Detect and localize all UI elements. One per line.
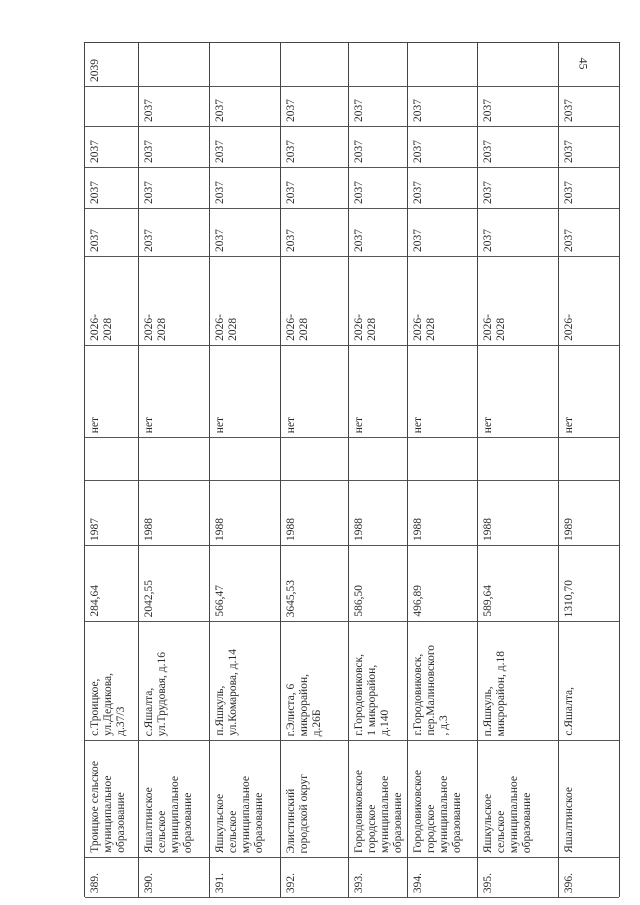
cell-extra [139, 437, 210, 481]
cell-y1 [281, 208, 349, 257]
cell-y4 [349, 85, 408, 127]
table-row [348, 42, 408, 897]
cell-y5 [281, 42, 349, 87]
cell-y2 [139, 167, 210, 209]
cell-y4 [478, 85, 559, 127]
cell-text-area: 589,64 [482, 585, 494, 617]
table-row [477, 42, 559, 897]
cell-text-y2: 2037 [353, 181, 365, 204]
cell-text-y4: 2037 [143, 99, 155, 122]
cell-text-period: 2026- 2028 [412, 314, 437, 341]
cell-text-num: 390. [143, 872, 155, 893]
cell-text-address: г.Городовиковск, пер.Малиновского , д.3 [412, 645, 450, 736]
cell-text-area: 3645,53 [285, 579, 297, 617]
cell-municipality [478, 740, 559, 858]
cell-y4 [210, 85, 281, 127]
cell-num [349, 857, 408, 898]
cell-text-y2: 2037 [214, 181, 226, 204]
cell-text-num: 396. [563, 872, 575, 893]
cell-status [408, 345, 478, 438]
cell-y5 [210, 42, 281, 87]
cell-y5 [559, 42, 619, 87]
cell-municipality [139, 740, 210, 858]
cell-text-municipality: Яшкульское сельское муниципальное образование [214, 775, 265, 853]
cell-address [281, 621, 349, 741]
cell-num [210, 857, 281, 898]
cell-text-year: 1988 [353, 518, 365, 541]
cell-text-year: 1988 [143, 518, 155, 541]
cell-year [85, 480, 139, 546]
cell-text-y1: 2037 [412, 229, 424, 252]
cell-y5 [85, 42, 139, 87]
cell-area [408, 545, 478, 622]
cell-y5 [139, 42, 210, 87]
cell-area [349, 545, 408, 622]
cell-y5 [408, 42, 478, 87]
cell-y1 [478, 208, 559, 257]
cell-text-y2: 2037 [482, 181, 494, 204]
cell-text-year: 1988 [285, 518, 297, 541]
cell-text-municipality: Яшалтинское [563, 787, 575, 853]
cell-text-area: 2042,55 [143, 579, 155, 617]
cell-status [478, 345, 559, 438]
cell-text-address: г.Городовиковск, 1 микрорайон, д.140 [353, 654, 391, 736]
page-number: 45 [576, 57, 591, 70]
cell-text-address: г.Элиста, 6 микрорайон, д.26Б [285, 673, 323, 736]
cell-text-year: 1987 [89, 518, 101, 541]
cell-y5 [349, 42, 408, 87]
cell-y3 [478, 126, 559, 168]
cell-text-address: п.Яшкуль, микрорайон, д.18 [482, 650, 507, 736]
cell-text-area: 496,89 [412, 585, 424, 617]
cell-text-y4: 2037 [353, 99, 365, 122]
cell-text-y3: 2037 [214, 140, 226, 163]
cell-extra [408, 437, 478, 481]
cell-text-municipality: Яшалтинское сельское муниципальное образование [143, 775, 194, 853]
cell-area [478, 545, 559, 622]
cell-num [85, 857, 139, 898]
cell-extra [559, 437, 619, 481]
table-row [84, 42, 139, 897]
cell-municipality [408, 740, 478, 858]
cell-text-y3: 2037 [353, 140, 365, 163]
cell-text-year: 1988 [482, 518, 494, 541]
cell-municipality [85, 740, 139, 858]
cell-text-municipality: Элистинский городской округ [285, 773, 310, 853]
cell-text-municipality: Городовиковское городское муниципальное образование [412, 770, 463, 853]
cell-text-status: нет [89, 416, 101, 433]
cell-text-year: 1988 [214, 518, 226, 541]
cell-text-y4: 2037 [482, 99, 494, 122]
cell-y1 [210, 208, 281, 257]
cell-text-y1: 2037 [563, 229, 575, 252]
cell-text-year: 1989 [563, 518, 575, 541]
cell-text-address: с.Яшалта, [563, 687, 575, 736]
cell-extra [281, 437, 349, 481]
cell-text-num: 392. [285, 872, 297, 893]
cell-y1 [559, 208, 619, 257]
cell-y2 [559, 167, 619, 209]
cell-text-y1: 2037 [285, 229, 297, 252]
cell-y4 [139, 85, 210, 127]
cell-year [349, 480, 408, 546]
cell-text-period: 2026- [563, 314, 575, 341]
cell-y1 [139, 208, 210, 257]
cell-text-area: 1310,70 [563, 579, 575, 617]
cell-year [139, 480, 210, 546]
cell-text-status: нет [285, 416, 297, 433]
cell-area [139, 545, 210, 622]
cell-text-y2: 2037 [89, 181, 101, 204]
cell-text-y3: 2037 [89, 140, 101, 163]
cell-address [408, 621, 478, 741]
cell-year [559, 480, 619, 546]
cell-text-y1: 2037 [353, 229, 365, 252]
cell-text-num: 393. [353, 872, 365, 893]
cell-y2 [85, 167, 139, 209]
cell-text-municipality: Яшкульское сельское муниципальное образование [482, 775, 533, 853]
cell-status [85, 345, 139, 438]
cell-text-status: нет [482, 416, 494, 433]
cell-text-municipality: Городовиковское городское муниципальное образование [353, 770, 404, 853]
cell-text-status: нет [563, 416, 575, 433]
cell-address [478, 621, 559, 741]
cell-text-status: нет [353, 416, 365, 433]
cell-text-y4: 2037 [563, 99, 575, 122]
cell-y5 [478, 42, 559, 87]
cell-address [559, 621, 619, 741]
cell-text-year: 1988 [412, 518, 424, 541]
cell-y4 [408, 85, 478, 127]
cell-text-y2: 2037 [563, 181, 575, 204]
cell-text-y3: 2037 [285, 140, 297, 163]
cell-status [210, 345, 281, 438]
table-row [280, 42, 349, 897]
cell-text-period: 2026- 2028 [285, 314, 310, 341]
cell-status [281, 345, 349, 438]
cell-num [559, 857, 619, 898]
cell-num [478, 857, 559, 898]
cell-text-num: 389. [89, 872, 101, 893]
cell-y4 [85, 85, 139, 127]
cell-municipality [210, 740, 281, 858]
cell-period [139, 256, 210, 346]
cell-text-y3: 2037 [143, 140, 155, 163]
cell-municipality [559, 740, 619, 858]
cell-text-y1: 2037 [482, 229, 494, 252]
cell-y1 [408, 208, 478, 257]
cell-extra [478, 437, 559, 481]
cell-y2 [478, 167, 559, 209]
cell-text-period: 2026- 2028 [482, 314, 507, 341]
cell-text-y1: 2037 [143, 229, 155, 252]
cell-area [559, 545, 619, 622]
cell-year [210, 480, 281, 546]
cell-text-area: 284,64 [89, 585, 101, 617]
cell-extra [349, 437, 408, 481]
cell-y1 [85, 208, 139, 257]
cell-text-y1: 2037 [89, 229, 101, 252]
table-row [138, 42, 210, 897]
cell-y2 [281, 167, 349, 209]
cell-address [210, 621, 281, 741]
table-row [209, 42, 281, 897]
cell-text-area: 586,50 [353, 585, 365, 617]
cell-period [408, 256, 478, 346]
cell-extra [210, 437, 281, 481]
cell-text-y1: 2037 [214, 229, 226, 252]
cell-period [349, 256, 408, 346]
cell-text-y4: 2037 [214, 99, 226, 122]
cell-area [281, 545, 349, 622]
cell-num [408, 857, 478, 898]
cell-address [139, 621, 210, 741]
cell-text-y2: 2037 [412, 181, 424, 204]
cell-address [85, 621, 139, 741]
cell-text-municipality: Троицкое сельское муниципальное образование [89, 761, 127, 853]
cell-y3 [85, 126, 139, 168]
cell-y3 [559, 126, 619, 168]
cell-text-y2: 2037 [285, 181, 297, 204]
cell-y3 [349, 126, 408, 168]
cell-text-period: 2026- 2028 [214, 314, 239, 341]
cell-address [349, 621, 408, 741]
cell-y3 [139, 126, 210, 168]
table-row [407, 42, 478, 897]
cell-year [478, 480, 559, 546]
cell-text-num: 394. [412, 872, 424, 893]
cell-municipality [349, 740, 408, 858]
cell-text-y3: 2037 [482, 140, 494, 163]
cell-y4 [559, 85, 619, 127]
cell-period [478, 256, 559, 346]
cell-y2 [210, 167, 281, 209]
cell-text-area: 566,47 [214, 585, 226, 617]
table-row [558, 42, 620, 897]
cell-text-y3: 2037 [412, 140, 424, 163]
cell-y3 [281, 126, 349, 168]
cell-y2 [408, 167, 478, 209]
cell-status [559, 345, 619, 438]
cell-year [281, 480, 349, 546]
cell-num [139, 857, 210, 898]
cell-status [349, 345, 408, 438]
cell-text-address: п.Яшкуль, ул.Комарова, д.14 [214, 649, 239, 736]
cell-text-status: нет [412, 416, 424, 433]
cell-text-period: 2026- 2028 [353, 314, 378, 341]
cell-period [281, 256, 349, 346]
cell-year [408, 480, 478, 546]
cell-text-status: нет [143, 416, 155, 433]
cell-period [559, 256, 619, 346]
cell-period [210, 256, 281, 346]
cell-y3 [408, 126, 478, 168]
cell-municipality [281, 740, 349, 858]
cell-area [210, 545, 281, 622]
cell-text-address: с.Яшалта, ул.Трудовая, д.16 [143, 651, 168, 736]
cell-text-y2: 2037 [143, 181, 155, 204]
cell-text-status: нет [214, 416, 226, 433]
cell-area [85, 545, 139, 622]
cell-y4 [281, 85, 349, 127]
cell-extra [85, 437, 139, 481]
cell-text-num: 391. [214, 872, 226, 893]
cell-num [281, 857, 349, 898]
cell-y1 [349, 208, 408, 257]
cell-text-period: 2026- 2028 [143, 314, 168, 341]
cell-text-y4: 2037 [285, 99, 297, 122]
cell-text-address: с.Троицкое, ул.Дедикова, д.37/3 [89, 673, 127, 736]
cell-text-y4: 2037 [412, 99, 424, 122]
cell-text-num: 395. [482, 872, 494, 893]
cell-text-y5: 2039 [89, 59, 101, 82]
cell-y3 [210, 126, 281, 168]
cell-status [139, 345, 210, 438]
cell-text-period: 2026- 2028 [89, 314, 114, 341]
cell-y2 [349, 167, 408, 209]
cell-text-y3: 2037 [563, 140, 575, 163]
cell-period [85, 256, 139, 346]
